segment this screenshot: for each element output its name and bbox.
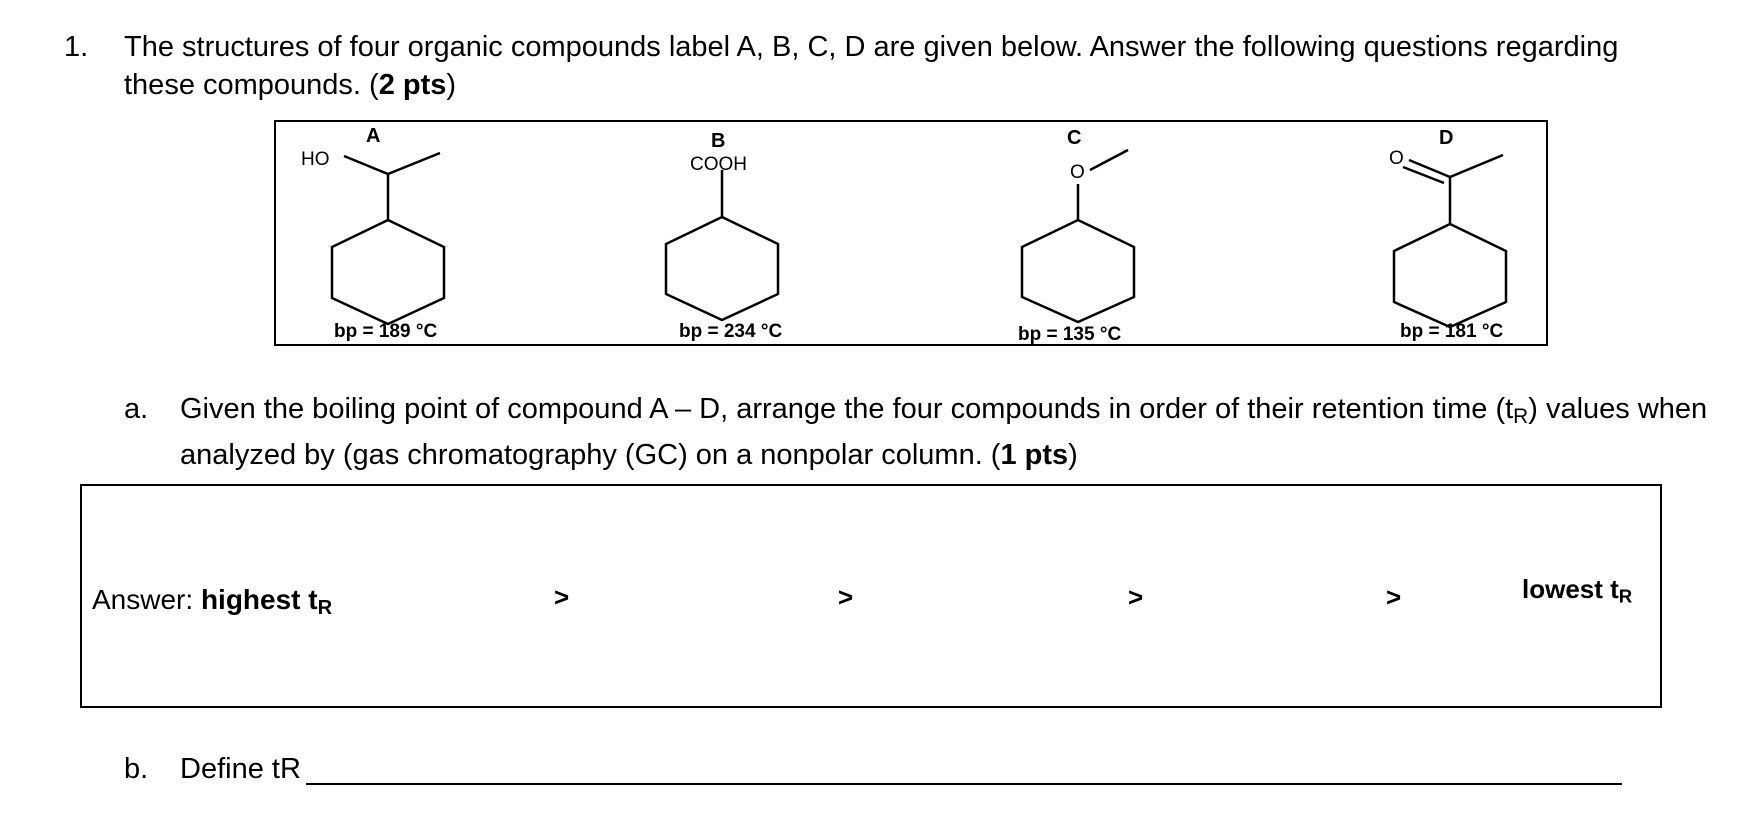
question-number: 1. bbox=[64, 31, 89, 63]
answer-lowest-text: lowest t bbox=[1522, 574, 1619, 604]
compound-d-group: O bbox=[1389, 148, 1404, 169]
part-b-text: Define tR bbox=[180, 753, 301, 785]
question-points: 2 pts bbox=[378, 69, 447, 101]
compound-c-label: C bbox=[1067, 127, 1082, 149]
bond-a-ch-oh bbox=[344, 156, 388, 174]
part-a-text-1: Given the boiling point of compound A – D, arrange the four compounds in order of their retention time (t bbox=[180, 393, 1514, 425]
cyclohexane-ring-c bbox=[1022, 220, 1134, 322]
gt-sign-4: > bbox=[1386, 582, 1402, 612]
compound-a-label: A bbox=[366, 125, 381, 147]
answer-box[interactable] bbox=[80, 484, 1662, 708]
compound-a-bp: bp = 189 °C bbox=[334, 321, 438, 342]
bond-d-carbonyl-methyl bbox=[1450, 155, 1503, 177]
gt-sign-1: > bbox=[554, 582, 570, 612]
answer-prefix: Answer: bbox=[92, 584, 201, 615]
answer-label bbox=[92, 584, 332, 620]
answer-highest-sub: R bbox=[317, 597, 333, 620]
answer-lowest bbox=[1522, 574, 1632, 608]
gt-sign-2: > bbox=[838, 582, 854, 612]
part-a-points: 1 pts bbox=[1000, 439, 1069, 472]
cyclohexane-ring-b bbox=[666, 217, 778, 320]
part-a-text bbox=[180, 390, 1710, 474]
compound-c-group: O bbox=[1070, 162, 1085, 183]
compound-b-bp: bp = 234 °C bbox=[679, 321, 783, 342]
cyclohexane-ring-a bbox=[332, 220, 444, 324]
bond-a-ch-methyl bbox=[388, 153, 440, 174]
gt-sign-3: > bbox=[1128, 582, 1144, 612]
define-answer-line[interactable] bbox=[306, 783, 1622, 785]
compound-c-bp: bp = 135 °C bbox=[1018, 324, 1122, 345]
compound-b-label: B bbox=[711, 130, 726, 152]
part-a-text-2: ) values when analyzed by (gas chromatography (GC) on a nonpolar column. ( bbox=[180, 393, 1708, 472]
bond-c-o-methyl bbox=[1090, 150, 1128, 170]
structures-panel bbox=[274, 120, 1548, 346]
part-a-sub-r: R bbox=[1513, 405, 1529, 429]
compound-b-group: COOH bbox=[690, 154, 747, 175]
compound-d-bp: bp = 181 °C bbox=[1400, 321, 1504, 342]
question-body: The structures of four organic compounds label A, B, C, D are given below. Answer the following questions regarding these compounds. ( bbox=[124, 31, 1619, 101]
answer-highest: highest t bbox=[200, 584, 318, 615]
question-text bbox=[124, 28, 1664, 104]
compound-a-group: HO bbox=[301, 149, 330, 170]
bond-d-co-double-2 bbox=[1403, 167, 1444, 183]
part-a-close: ) bbox=[1068, 439, 1078, 472]
answer-lowest-sub: R bbox=[1618, 585, 1633, 607]
part-b-label: b. bbox=[124, 753, 149, 785]
cyclohexane-ring-d bbox=[1394, 224, 1506, 327]
compound-d-label: D bbox=[1439, 127, 1454, 149]
part-a-label: a. bbox=[124, 393, 149, 425]
structures-drawing bbox=[276, 122, 1550, 348]
question-close: ) bbox=[446, 69, 457, 101]
bond-d-co-double-1 bbox=[1409, 160, 1450, 177]
